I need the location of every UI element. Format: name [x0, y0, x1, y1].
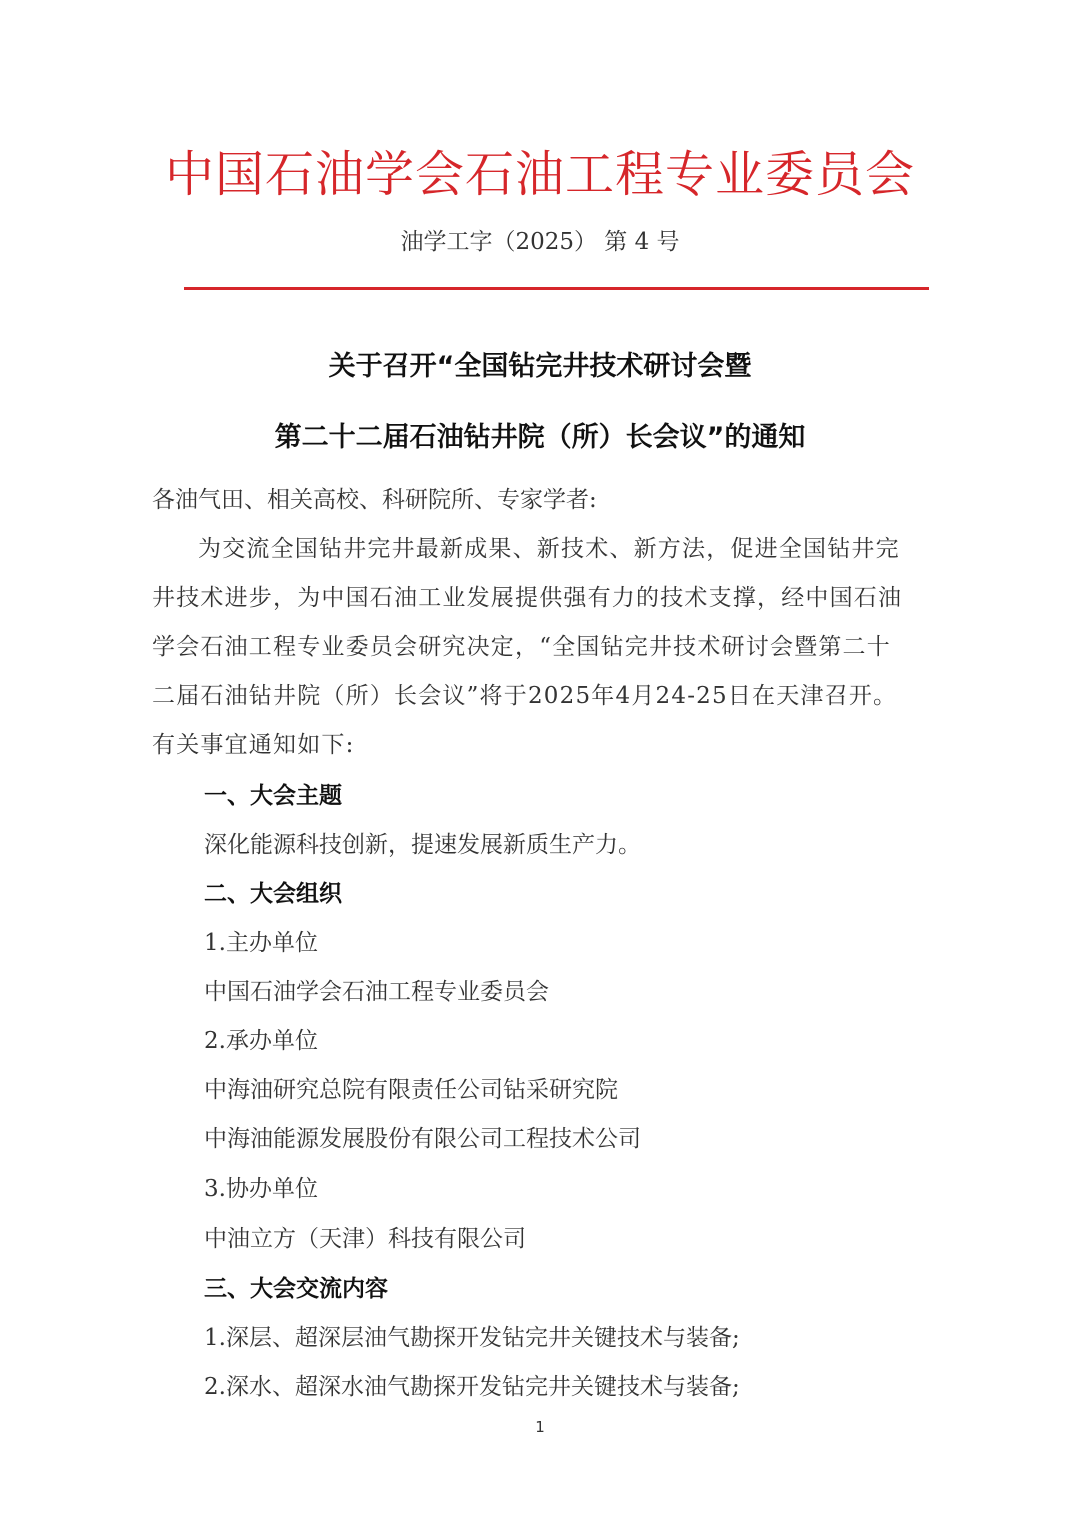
organization-header: 中国石油学会石油工程专业委员会 — [164, 146, 915, 203]
organizer-value-1: 中海油研究总院有限责任公司钻采研究院 — [204, 1077, 618, 1103]
organizer-value-2: 中海油能源发展股份有限公司工程技术公司 — [204, 1126, 641, 1152]
intro-paragraph: 为交流全国钻井完井最新成果、新技术、新方法，促进全国钻井完井技术进步，为中国石油工业发展提供强有力的技术支撑，经中国石油学会石油工程专业委员会研究决定，“全国钻完井技术研讨会暨第二十二届石油钻井院（所）长会议”将于2025年4月24-25日在天津召开。有关事宜通知如下: — [152, 536, 903, 758]
co-organizer-label: 3.协办单位 — [204, 1176, 318, 1202]
section-heading-organization: 二、大会组织 — [204, 881, 342, 907]
host-value: 中国石油学会石油工程专业委员会 — [204, 979, 549, 1005]
header-divider — [184, 287, 929, 290]
document-number: 油学工字（2025） 第 4 号 — [400, 229, 680, 255]
host-label: 1.主办单位 — [204, 930, 318, 956]
salutation: 各油气田、相关高校、科研院所、专家学者: — [152, 487, 597, 513]
co-organizer-value: 中油立方（天津）科技有限公司 — [204, 1226, 526, 1252]
notice-title-line-2: 第二十二届石油钻井院（所）长会议”的通知 — [274, 422, 806, 453]
content-item-2: 2.深水、超深水油气勘探开发钻完井关键技术与装备; — [204, 1374, 740, 1400]
section-heading-content: 三、大会交流内容 — [204, 1276, 388, 1302]
page-number: 1 — [535, 1418, 545, 1436]
notice-title-line-1: 关于召开“全国钻完井技术研讨会暨 — [328, 351, 752, 382]
section-heading-theme: 一、大会主题 — [204, 783, 342, 809]
content-item-1: 1.深层、超深层油气勘探开发钻完井关键技术与装备; — [204, 1325, 740, 1351]
organizer-label: 2.承办单位 — [204, 1028, 318, 1054]
theme-text: 深化能源科技创新，提速发展新质生产力。 — [204, 832, 641, 858]
